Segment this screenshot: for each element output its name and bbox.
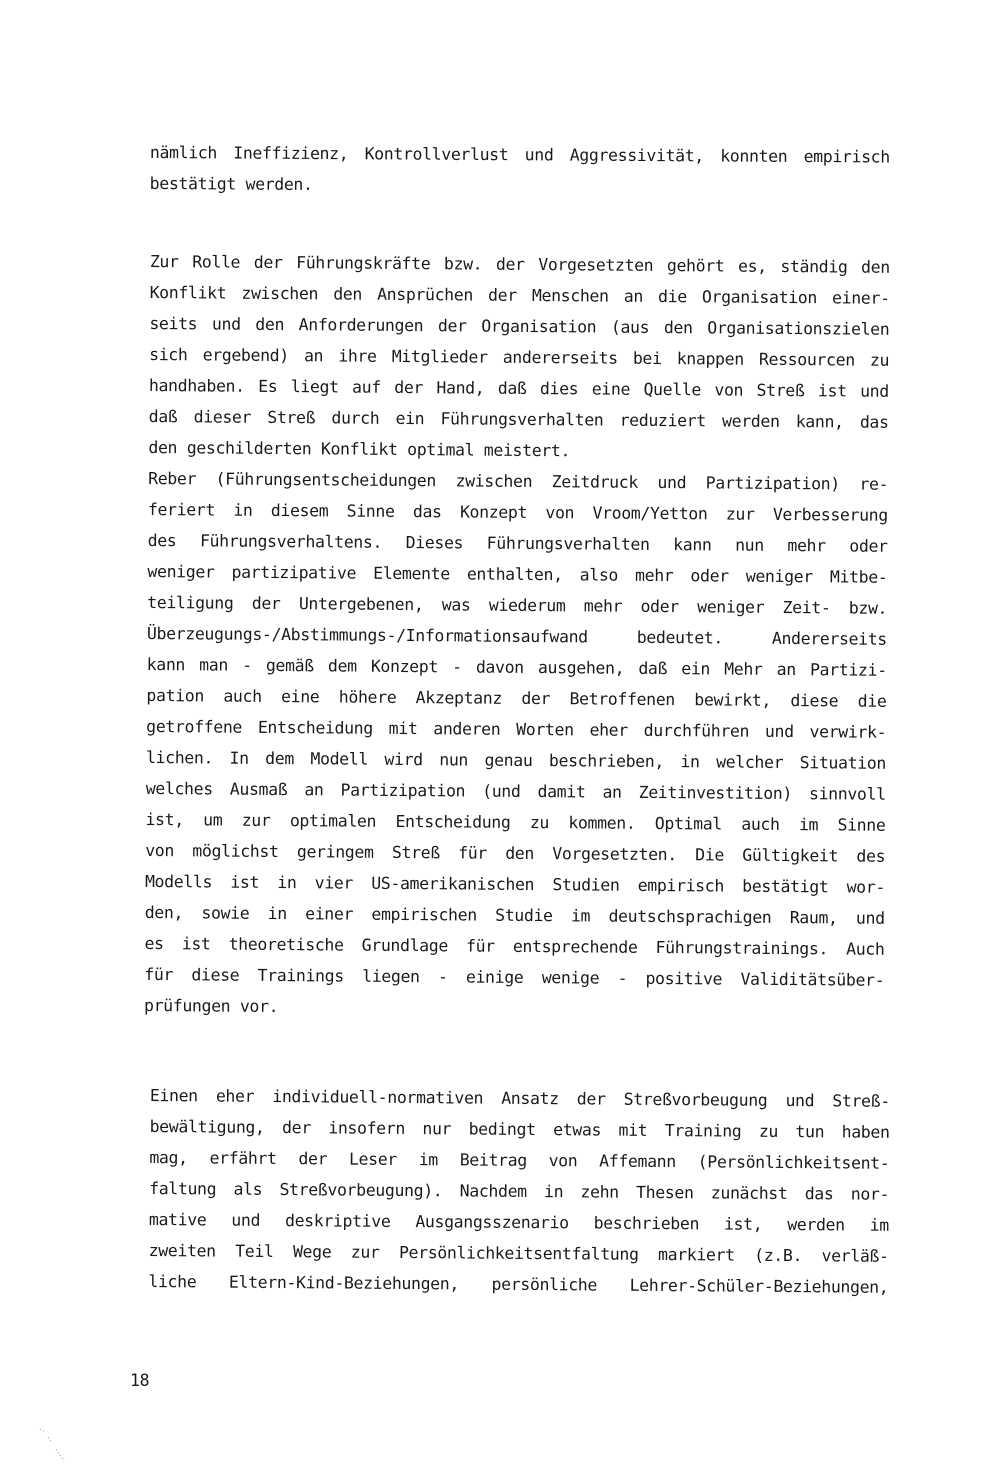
text-line: Konflikt zwischen den Ansprüchen der Menschen an die Organisation einer- xyxy=(149,282,890,308)
text-line: mag, erfährt der Leser im Beitrag von Affemann (Persönlichkeitsent- xyxy=(149,1147,890,1173)
text-line: prüfungen vor. xyxy=(143,995,279,1017)
text-line: faltung als Streßvorbeugung). Nachdem in zehn Thesen zunächst das nor- xyxy=(149,1178,890,1204)
text-line: kann man - gemäß dem Konzept - davon ausgehen, daß ein Mehr an Partizi- xyxy=(146,654,887,680)
text-line: welches Ausmaß an Partizipation (und damit an Zeitinvestition) sinnvoll xyxy=(145,778,886,804)
text-line: lichen. In dem Modell wird nun genau beschrieben, in welcher Situation xyxy=(145,747,887,773)
text-line: Zur Rolle der Führungskräfte bzw. der Vorgesetzten gehört es, ständig den xyxy=(149,251,890,277)
text-line: ist, um zur optimalen Entscheidung zu kommen. Optimal auch im Sinne xyxy=(145,809,886,835)
text-line: pation auch eine höhere Akzeptanz der Betroffenen bewirkt, diese die xyxy=(146,685,887,711)
text-line: des Führungsverhaltens. Dieses Führungsverhalten kann nun mehr oder xyxy=(147,530,888,556)
page-number: 18 xyxy=(130,1371,150,1390)
text-line: Reber (Führungsentscheidungen zwischen Zeitdruck und Partizipation) re- xyxy=(148,468,889,494)
text-line: getroffene Entscheidung mit anderen Worten eher durchführen und verwirk- xyxy=(146,716,887,742)
paragraph-1 xyxy=(150,137,890,204)
text-line: seits und den Anforderungen der Organisation (aus den Organisationszielen xyxy=(149,313,890,339)
text-line: bestätigt werden. xyxy=(149,173,313,194)
text-line: zweiten Teil Wege zur Persönlichkeitsentfaltung markiert (z.B. verläß- xyxy=(148,1240,889,1266)
paragraph-2 xyxy=(144,246,890,1027)
text-line: feriert in diesem Sinne das Konzept von Vroom/Yetton zur Verbesserung xyxy=(147,499,888,525)
text-line: Modells ist in vier US-amerikanischen Studien empirisch bestätigt wor- xyxy=(144,871,886,897)
text-line: nämlich Ineffizienz, Kontrollverlust und Aggressivität, konnten empirisch xyxy=(149,142,890,167)
text-line: weniger partizipative Elemente enthalten, also mehr oder weniger Mitbe- xyxy=(147,561,888,587)
text-line: mative und deskriptive Ausgangsszenario beschrieben ist, werden im xyxy=(148,1209,889,1235)
scan-speck-mark xyxy=(38,1425,68,1465)
text-line: Überzeugungs-/Abstimmungs-/Informationsaufwand bedeutet. Andererseits xyxy=(146,623,888,649)
text-line: den geschilderten Konflikt optimal meistert. xyxy=(148,437,571,461)
text-line: liche Eltern-Kind-Beziehungen, persönliche Lehrer-Schüler-Beziehungen, xyxy=(148,1271,889,1297)
text-line: es ist theoretische Grundlage für entsprechende Führungstrainings. Auch xyxy=(144,933,885,959)
text-line: handhaben. Es liegt auf der Hand, daß dies eine Quelle von Streß ist und xyxy=(148,375,889,401)
text-line: teiligung der Untergebenen, was wiederum mehr oder weniger Zeit- bzw. xyxy=(147,592,888,618)
text-line: sich ergebend) an ihre Mitglieder andererseits bei knappen Ressourcen zu xyxy=(149,344,890,370)
text-line: für diese Trainings liegen - einige wenige - positive Validitätsüber- xyxy=(144,964,885,990)
text-line: bewältigung, der insofern nur bedingt etwas mit Training zu tun haben xyxy=(149,1116,890,1142)
paragraph-3 xyxy=(148,1080,890,1303)
text-line: daß dieser Streß durch ein Führungsverhalten reduziert werden kann, das xyxy=(148,406,889,432)
text-line: von möglichst geringem Streß für den Vorgesetzten. Die Gültigkeit des xyxy=(145,840,886,866)
text-line: den, sowie in einer empirischen Studie im deutschsprachigen Raum, und xyxy=(144,902,885,928)
text-line: Einen eher individuell-normativen Ansatz der Streßvorbeugung und Streß- xyxy=(149,1085,890,1111)
